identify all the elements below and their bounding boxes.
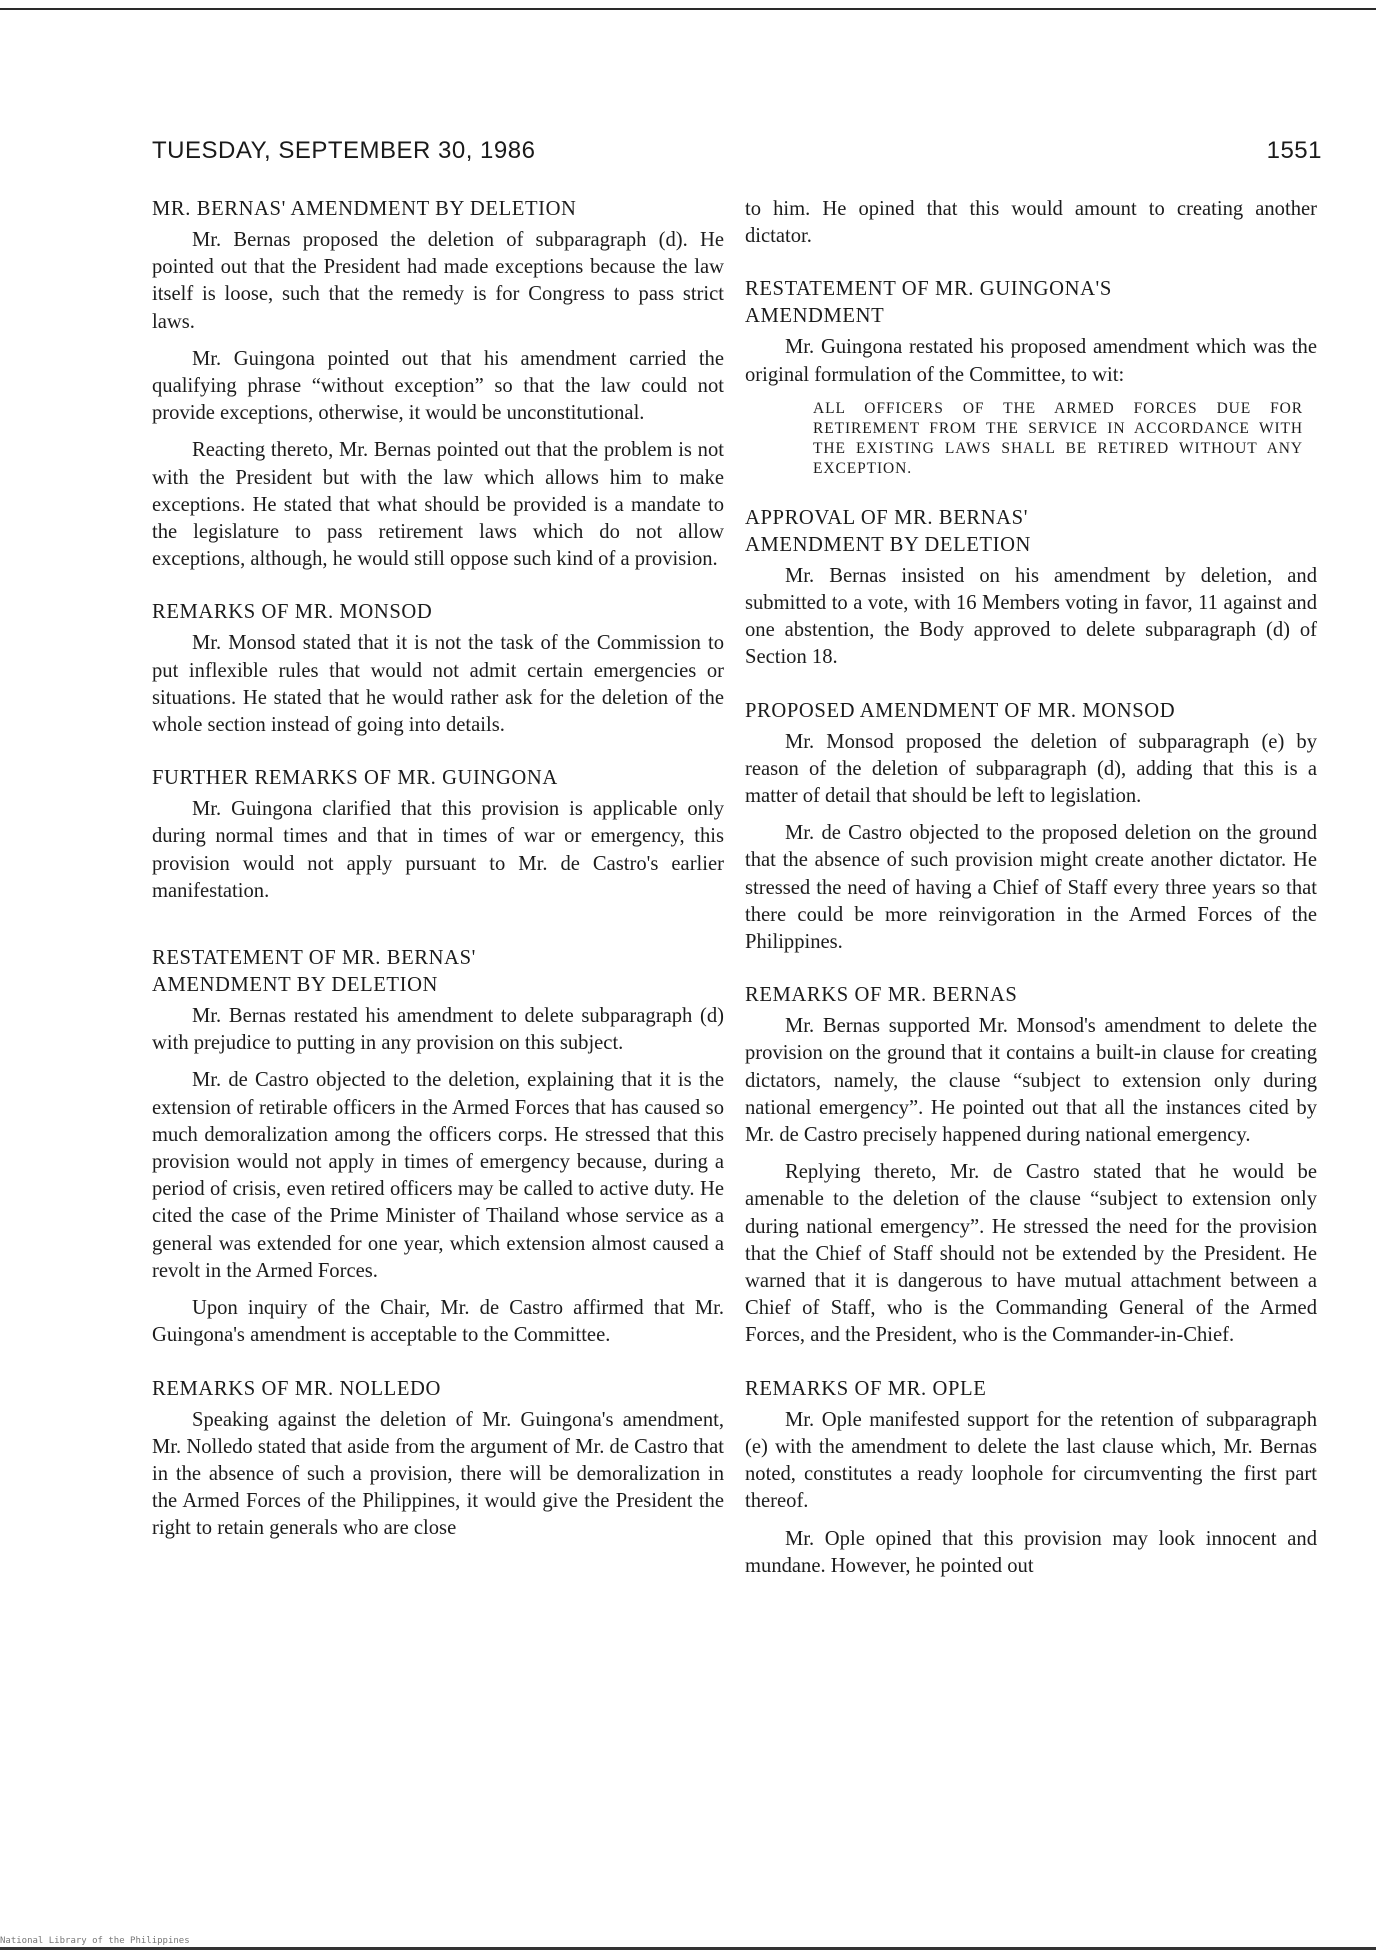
heading-line: RESTATEMENT OF MR. GUINGONA'S xyxy=(745,278,1112,301)
paragraph: Mr. Bernas proposed the deletion of subparagraph (d). He pointed out that the President had made exceptions because the law itself is loose, such that the remedy is for Congress to pass strict laws. xyxy=(152,229,724,333)
page-number: 1551 xyxy=(1266,137,1322,164)
paragraph: Mr. Bernas restated his amendment to delete subparagraph (d) with prejudice to putting in any provision on this subject. xyxy=(152,1005,724,1055)
paragraph: Mr. Guingona restated his proposed amendment which was the original formulation of the Committee, to wit: xyxy=(745,336,1317,386)
section-heading: REMARKS OF MR. BERNAS xyxy=(745,984,1018,1007)
block-quote: ALL OFFICERS OF THE ARMED FORCES DUE FOR RETIREMENT FROM THE SERVICE IN ACCORDANCE WITH THE EXISTING LAWS SHALL BE RETIRED WITHOUT ANY EXCEPTION. xyxy=(813,399,1303,477)
paragraph: Mr. Monsod stated that it is not the task of the Commission to put inflexible rules that would not admit certain emergencies or situations. He stated that he would rather ask for the deletion of the whole section instead of going into details. xyxy=(152,632,724,737)
paragraph: Mr. Ople opined that this provision may look innocent and mundane. However, he pointed out xyxy=(745,1527,1317,1577)
paragraph: Mr. de Castro objected to the proposed deletion on the ground that the absence of such provision might create another dictator. He stressed the need of having a Chief of Staff every three years so that there could be more reinvigoration in the Armed Forces of the Philippines. xyxy=(745,822,1317,954)
heading-line: APPROVAL OF MR. BERNAS' xyxy=(745,506,1029,529)
section-heading xyxy=(745,276,1317,330)
paragraph: Mr. de Castro objected to the deletion, explaining that it is the extension of retirable officers in the Armed Forces that has caused so much demoralization among the officers corps. He stressed that this provision would not apply in times of emergency because, during a period of crisis, even retired officers may be called to active duty. He cited the case of the Prime Minister of Thailand whose service as a general was extended for one year, which extension almost caused a revolt in the Armed Forces. xyxy=(152,1069,724,1282)
library-stamp: National Library of the Philippines xyxy=(0,1936,190,1946)
paragraph: Mr. Guingona clarified that this provision is applicable only during normal times and that in times of war or emergency, this provision would not apply pursuant to Mr. de Castro's earlier manifestation. xyxy=(152,798,724,902)
left-column xyxy=(152,196,724,1553)
paragraph: Upon inquiry of the Chair, Mr. de Castro affirmed that Mr. Guingona's amendment is acceptable to the Committee. xyxy=(152,1297,724,1347)
heading-line: AMENDMENT BY DELETION xyxy=(745,533,1032,556)
heading-line: AMENDMENT BY DELETION xyxy=(152,974,439,997)
section-heading: FURTHER REMARKS OF MR. GUINGONA xyxy=(152,767,558,790)
page-header xyxy=(152,137,1322,165)
section-heading: REMARKS OF MR. NOLLEDO xyxy=(152,1377,441,1400)
header-date: TUESDAY, SEPTEMBER 30, 1986 xyxy=(152,137,536,164)
paragraph: Mr. Bernas supported Mr. Monsod's amendment to delete the provision on the ground that it contains a built-in clause for creating dictators, namely, the clause “subject to extension only during national emergency”. He pointed out that all the instances cited by Mr. de Castro precisely happened during national emergency. xyxy=(745,1015,1317,1147)
section-heading: MR. BERNAS' AMENDMENT BY DELETION xyxy=(152,198,577,220)
section-heading: PROPOSED AMENDMENT OF MR. MONSOD xyxy=(745,699,1176,722)
right-column xyxy=(745,196,1317,1590)
section-heading xyxy=(152,945,724,999)
paragraph: Mr. Monsod proposed the deletion of subparagraph (e) by reason of the deletion of subparagraph (d), adding that this is a matter of detail that should be left to legislation. xyxy=(745,730,1317,808)
section-heading: REMARKS OF MR. MONSOD xyxy=(152,601,433,624)
section-heading xyxy=(745,505,1317,559)
top-rule xyxy=(0,8,1376,10)
paragraph: Mr. Guingona pointed out that his amendment carried the qualifying phrase “without exception” so that the law could not provide exceptions, otherwise, it would be unconstitutional. xyxy=(152,347,724,425)
heading-line: RESTATEMENT OF MR. BERNAS' xyxy=(152,947,476,970)
heading-line: AMENDMENT xyxy=(745,305,885,328)
paragraph: Mr. Ople manifested support for the retention of subparagraph (e) with the amendment to delete the last clause which, Mr. Bernas noted, constitutes a ready loophole for circumventing the first part thereof. xyxy=(745,1408,1317,1513)
paragraph: Mr. Bernas insisted on his amendment by deletion, and submitted to a vote, with 16 Members voting in favor, 11 against and one abstention, the Body approved to delete subparagraph (d) of Section 18. xyxy=(745,564,1317,669)
section-heading: REMARKS OF MR. OPLE xyxy=(745,1377,987,1400)
paragraph: Speaking against the deletion of Mr. Guingona's amendment, Mr. Nolledo stated that aside from the argument of Mr. de Castro that in the absence of such a provision, there will be demoralization in the Armed Forces of the Philippines, it would give the President the right to retain generals who are close xyxy=(152,1408,724,1540)
paragraph-continued: to him. He opined that this would amount to creating another dictator. xyxy=(745,198,1317,248)
paragraph: Replying thereto, Mr. de Castro stated that he would be amenable to the deletion of the clause “subject to extension only during national emergency”. He stressed the need for the provision that the Chief of Staff should not be extended by the President. He warned that it is dangerous to have mutual attachment between a Chief of Staff, who is the Commanding General of the Armed Forces, and the President, who is the Commander-in-Chief. xyxy=(745,1161,1317,1347)
paragraph: Reacting thereto, Mr. Bernas pointed out that the problem is not with the President but with the law which allows him to make exceptions. He stated that what should be provided is a mandate to the legislature to pass retirement laws which do not allow exceptions, although, he would still oppose such kind of a provision. xyxy=(152,439,724,571)
